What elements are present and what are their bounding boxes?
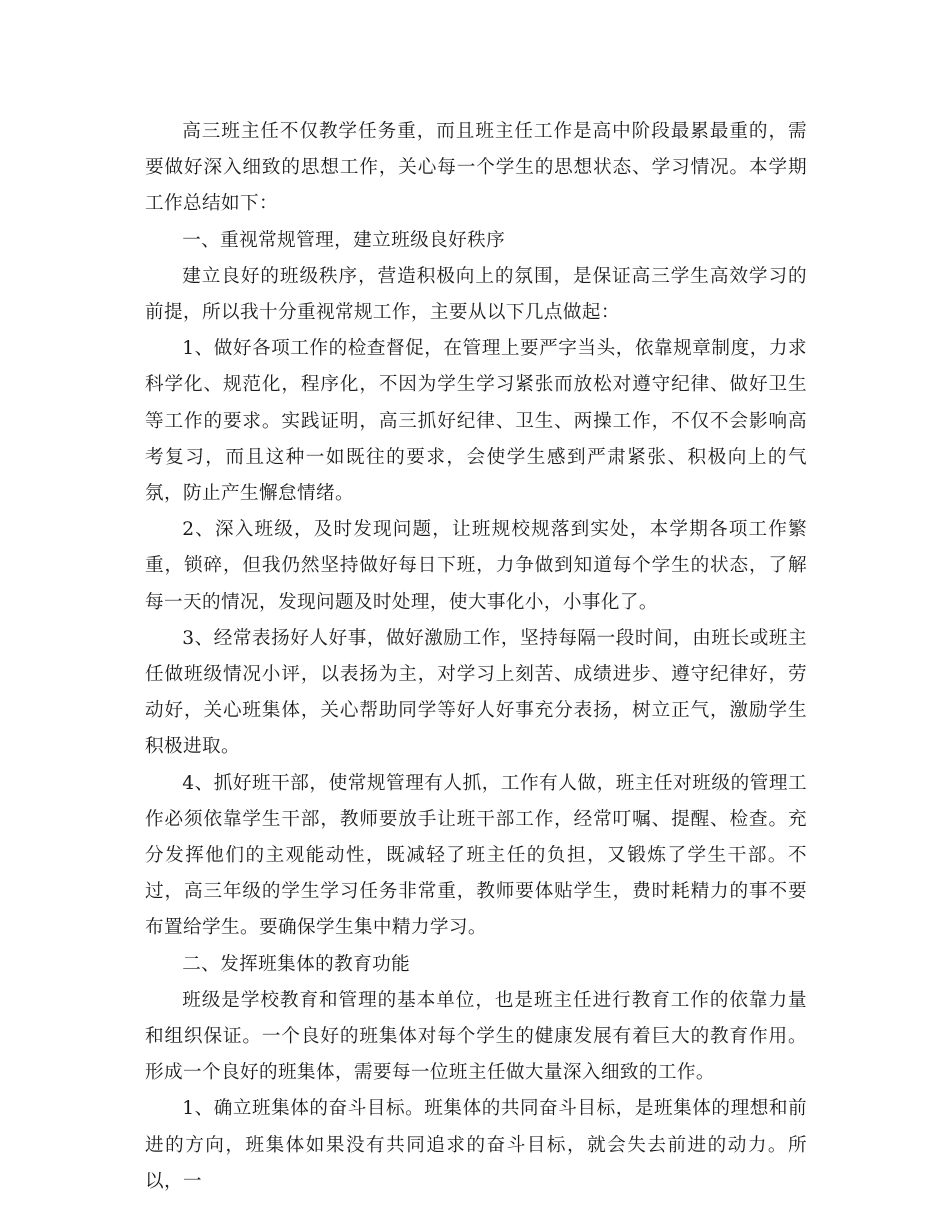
section-1-item-2-paragraph: 2、深入班级，及时发现问题，让班规校规落到实处，本学期各项工作繁重，锁碎，但我仍然坚持做好每日下班，力争做到知道每个学生的状态，了解每一天的情况，发现问题及时处理，使大事化小，小事化了。	[145, 519, 807, 613]
section-heading-1: 一、重视常规管理，建立班级良好秩序	[182, 229, 506, 251]
section-1-item-3-paragraph: 3、经常表扬好人好事，做好激励工作，坚持每隔一段时间，由班长或班主任做班级情况小评，以表扬为主，对学习上刻苦、成绩进步、遵守纪律好，劳动好，关心班集体，关心帮助同学等好人好事充分表扬，树立正气，激励学生积极进取。	[145, 627, 807, 758]
section-1-intro-paragraph: 建立良好的班级秩序，营造积极向上的氛围，是保证高三学生高效学习的前提，所以我十分重视常规工作，主要从以下几点做起：	[145, 265, 807, 324]
intro-paragraph: 高三班主任不仅教学任务重，而且班主任工作是高中阶段最累最重的，需要做好深入细致的思想工作，关心每一个学生的思想状态、学习情况。本学期工作总结如下：	[145, 121, 807, 215]
section-2-intro-paragraph: 班级是学校教育和管理的基本单位，也是班主任进行教育工作的依靠力量和组织保证。一个良好的班集体对每个学生的健康发展有着巨大的教育作用。形成一个良好的班集体，需要每一位班主任做大量深入细致的工作。	[145, 989, 807, 1084]
section-2-item-1-paragraph: 1、确立班集体的奋斗目标。班集体的共同奋斗目标，是班集体的理想和前进的方向，班集体如果没有共同追求的奋斗目标，就会失去前进的动力。所以，一	[145, 1098, 807, 1192]
section-1-item-1-paragraph: 1、做好各项工作的检查督促，在管理上要严字当头，依靠规章制度，力求科学化、规范化，程序化，不因为学生学习紧张而放松对遵守纪律、做好卫生等工作的要求。实践证明，高三抓好纪律、卫生、两操工作，不仅不会影响高考复习，而且这种一如既往的要求，会使学生感到严肃紧张、积极向上的气氛，防止产生懈怠情绪。	[145, 338, 807, 505]
document-body	[145, 114, 807, 1200]
section-heading-2: 二、发挥班集体的教育功能	[182, 953, 411, 975]
section-1-item-4-paragraph: 4、抓好班干部，使常规管理有人抓，工作有人做，班主任对班级的管理工作必须依靠学生干部，教师要放手让班干部工作，经常叮嘱、提醒、检查。充分发挥他们的主观能动性，既减轻了班主任的负担，又锻炼了学生干部。不过，高三年级的学生学习任务非常重，教师要体贴学生，费时耗精力的事不要布置给学生。要确保学生集中精力学习。	[145, 772, 807, 939]
